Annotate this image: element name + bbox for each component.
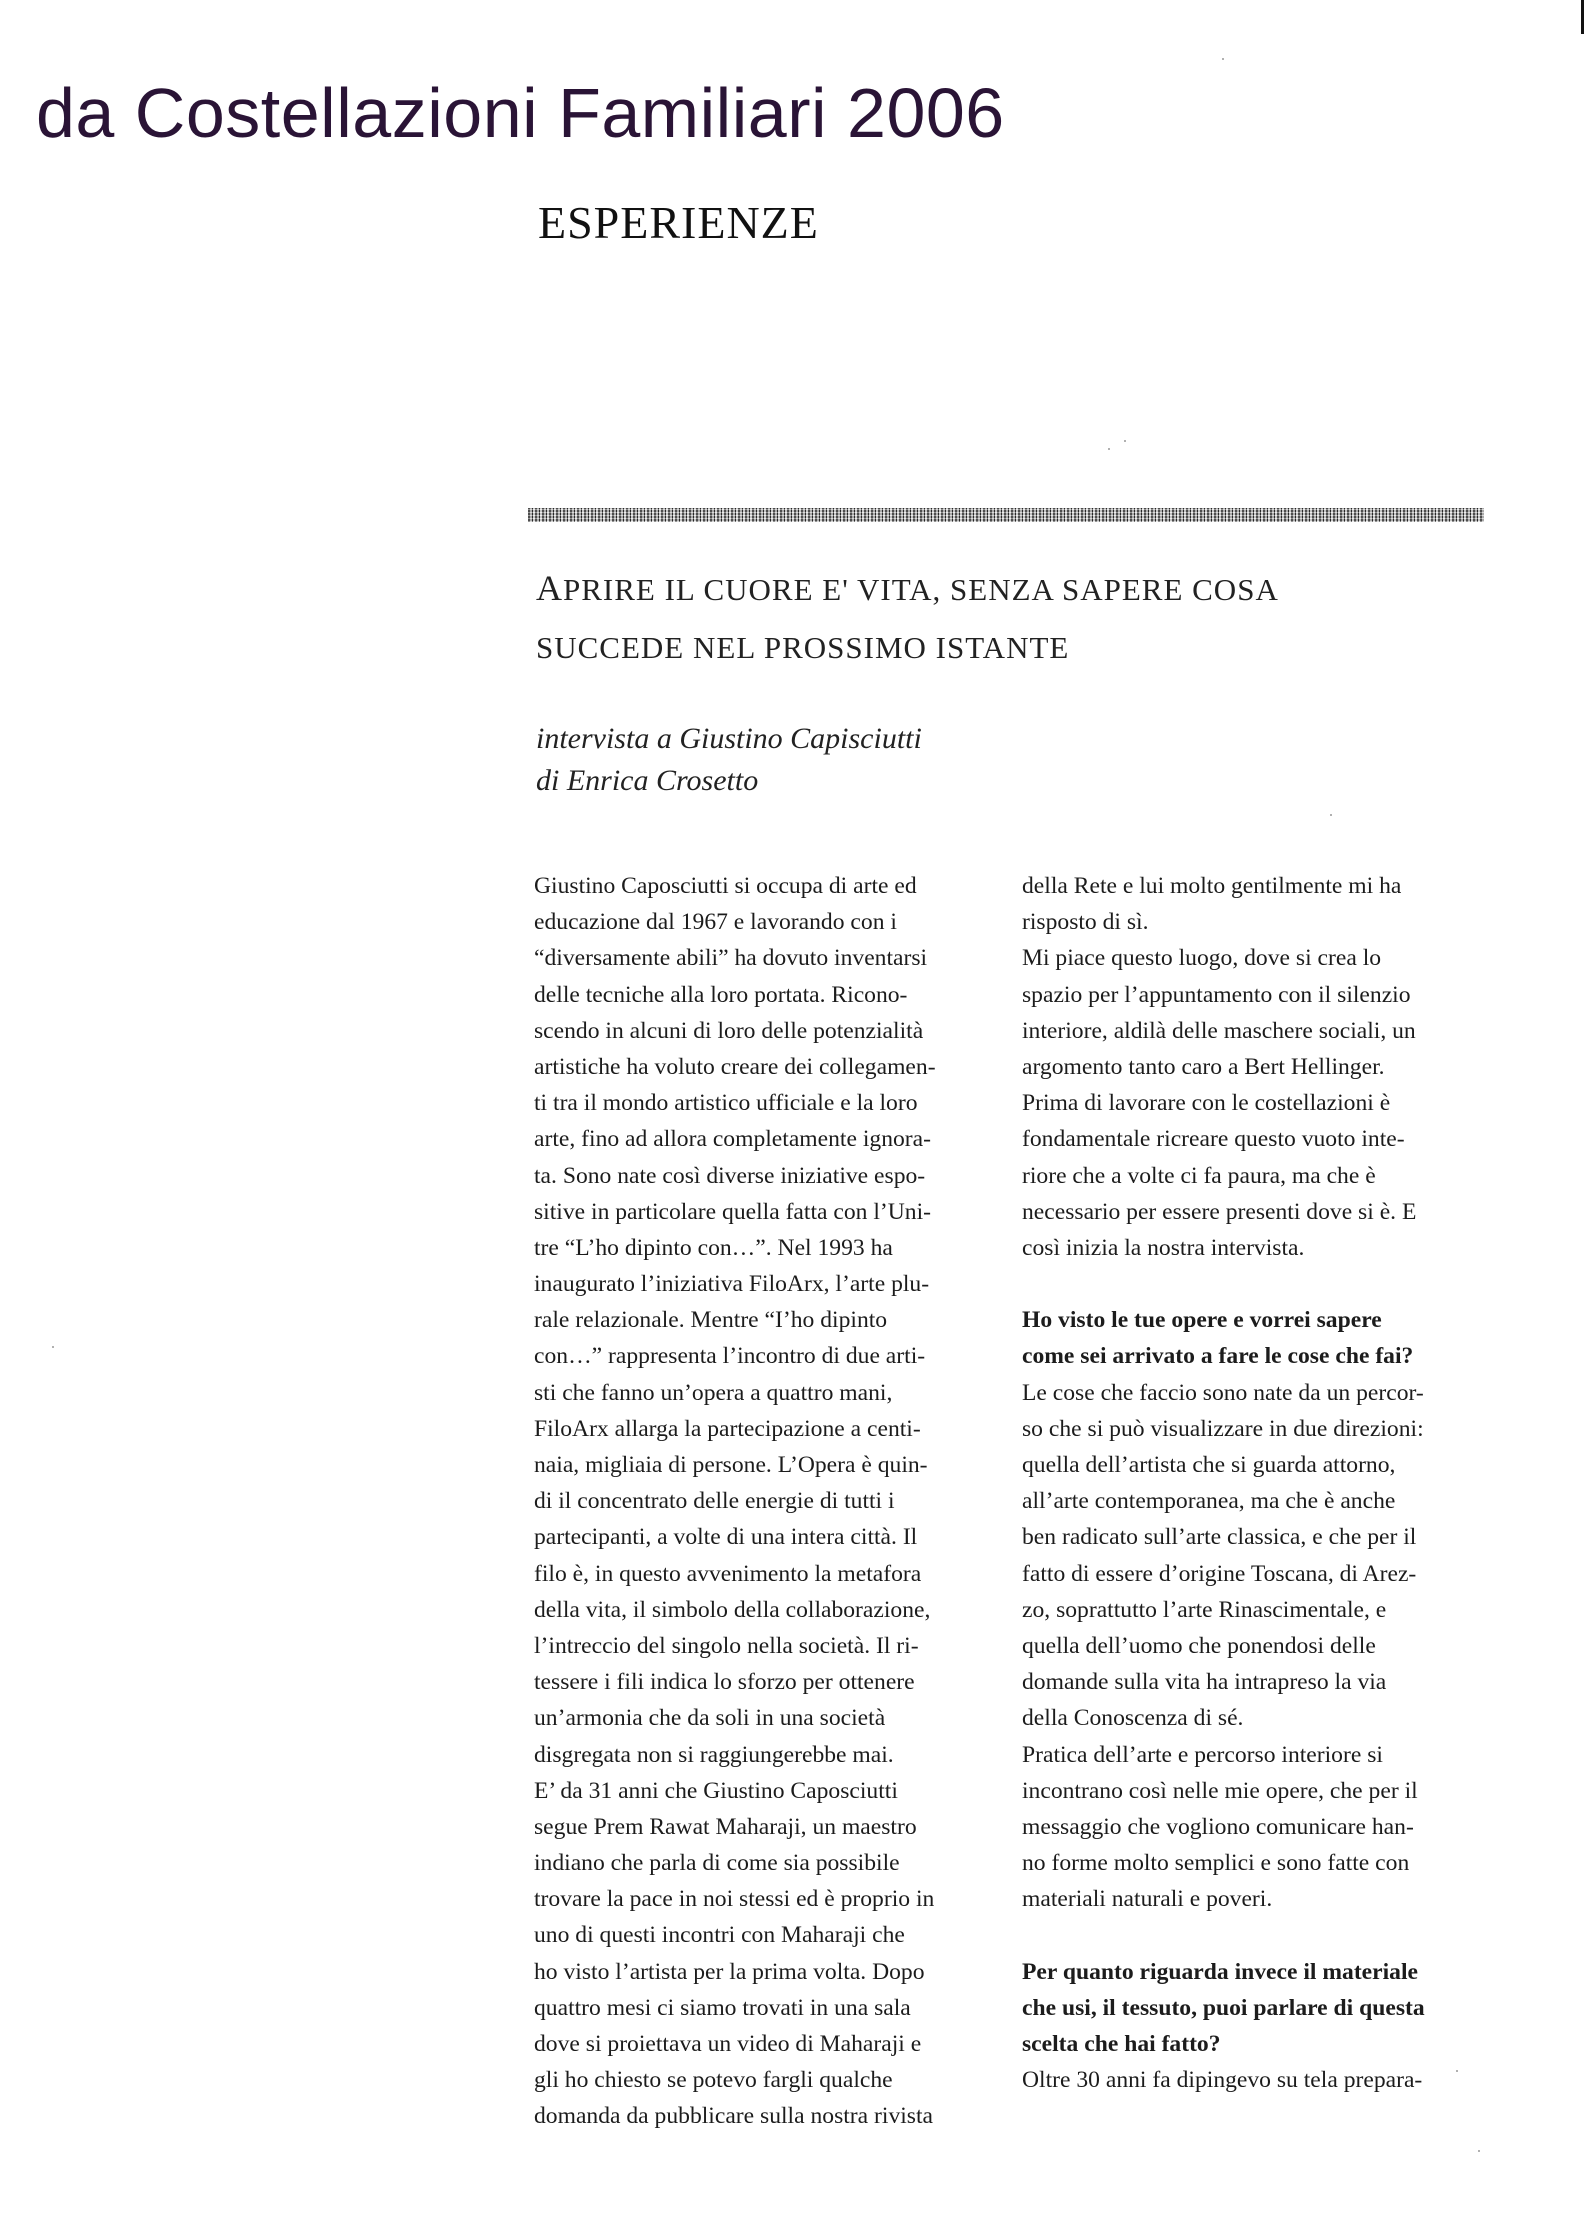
paragraph-gap: [1022, 1917, 1487, 1953]
body-text-line: FiloArx allarga la partecipazione a centi-: [534, 1415, 921, 1442]
body-text-line: no forme molto semplici e sono fatte con: [1022, 1850, 1410, 1877]
body-text-line: rale relazionale. Mentre “I’ho dipinto: [534, 1307, 888, 1334]
body-text-line: domanda da pubblicare sulla nostra rivista: [534, 2103, 934, 2130]
scan-speck: [1456, 2070, 1458, 2072]
interview-question-line: come sei arrivato a fare le cose che fai?: [1022, 1343, 1414, 1370]
body-text-line: educazione dal 1967 e lavorando con i: [534, 909, 897, 936]
body-text-line: domande sulla vita ha intrapreso la via: [1022, 1669, 1387, 1696]
body-text-line: segue Prem Rawat Maharaji, un maestro: [534, 1813, 917, 1840]
body-text-line: naia, migliaia di persone. L’Opera è quin-: [534, 1452, 928, 1478]
decorative-rule: [528, 508, 1484, 522]
body-text-line: quella dell’uomo che ponendosi delle: [1022, 1632, 1376, 1659]
body-text-line: Le cose che faccio sono nate da un percor-: [1022, 1379, 1424, 1406]
body-text-line: dove si proiettava un video di Maharaji e: [534, 2031, 922, 2057]
interview-question-line: che usi, il tessuto, puoi parlare di questa: [1022, 1994, 1425, 2021]
body-text-line: “diversamente abili” ha dovuto inventarsi: [534, 945, 928, 972]
body-text-line: della Rete e lui molto gentilmente mi ha: [1022, 873, 1402, 899]
body-text-line: messaggio che vogliono comunicare han-: [1022, 1813, 1414, 1840]
interview-question-line: Per quanto riguarda invece il materiale: [1022, 1958, 1419, 1985]
byline-interviewee: intervista a Giustino Capisciutti: [536, 722, 922, 755]
section-title: ESPERIENZE: [538, 197, 819, 248]
interview-question-line: scelta che hai fatto?: [1022, 2031, 1221, 2057]
body-text-line: filo è, in questo avvenimento la metafora: [534, 1560, 922, 1587]
body-text-line: così inizia la nostra intervista.: [1022, 1234, 1305, 1261]
body-text-line: Pratica dell’arte e percorso interiore si: [1022, 1741, 1383, 1768]
body-text-line: della Conoscenza di sé.: [1022, 1705, 1244, 1732]
body-text-line: con…” rappresenta l’incontro di due arti-: [534, 1343, 926, 1370]
left-text-column: [534, 868, 999, 2135]
body-text-line: indiano che parla di come sia possibile: [534, 1850, 900, 1877]
body-text-line: fatto di essere d’origine Toscana, di Arez-: [1022, 1560, 1417, 1587]
headline-line-2: SUCCEDE NEL PROSSIMO ISTANTE: [536, 630, 1070, 665]
body-text-line: inaugurato l’iniziativa FiloArx, l’arte plu-: [534, 1271, 930, 1298]
interview-question-line: Ho visto le tue opere e vorrei sapere: [1022, 1307, 1382, 1334]
body-text-line: risposto di sì.: [1022, 909, 1149, 936]
body-text-line: quella dell’artista che si guarda attorno,: [1022, 1452, 1396, 1478]
body-text-line: Giustino Caposciutti si occupa di arte ed: [534, 873, 917, 899]
article-headline: [536, 570, 1496, 694]
body-text-line: ben radicato sull’arte classica, e che per il: [1022, 1524, 1417, 1551]
body-text-line: l’intreccio del singolo nella società. Il ri-: [534, 1632, 919, 1659]
body-text-line: uno di questi incontri con Maharaji che: [534, 1922, 905, 1949]
body-text-line: riore che a volte ci fa paura, ma che è: [1022, 1162, 1376, 1189]
scan-speck: [1222, 58, 1224, 60]
document-source-label: da Costellazioni Familiari 2006: [36, 74, 1005, 152]
body-text-line: disgregata non si raggiungerebbe mai.: [534, 1741, 894, 1768]
body-text-line: artistiche ha voluto creare dei collegamen-: [534, 1053, 936, 1080]
body-text-line: Oltre 30 anni fa dipingevo su tela prepara-: [1022, 2067, 1423, 2094]
body-text-line: quattro mesi ci siamo trovati in una sala: [534, 1994, 911, 2021]
body-text-line: Prima di lavorare con le costellazioni è: [1022, 1090, 1391, 1117]
body-text-line: incontrano così nelle mie opere, che per il: [1022, 1777, 1418, 1804]
paragraph-gap: [1022, 1266, 1487, 1302]
body-text-line: di il concentrato delle energie di tutti i: [534, 1488, 895, 1515]
scan-speck: [1124, 440, 1126, 442]
body-text-line: all’arte contemporanea, ma che è anche: [1022, 1488, 1396, 1515]
article-byline: [536, 718, 922, 802]
body-text-line: della vita, il simbolo della collaborazione,: [534, 1596, 931, 1623]
body-text-line: fondamentale ricreare questo vuoto inte-: [1022, 1126, 1405, 1153]
body-text-line: Mi piace questo luogo, dove si crea lo: [1022, 945, 1382, 972]
body-text-line: partecipanti, a volte di una intera città. Il: [534, 1524, 918, 1551]
scan-speck: [1478, 2150, 1480, 2152]
body-text-line: ta. Sono nate così diverse iniziative espo-: [534, 1162, 926, 1189]
body-text-line: ti tra il mondo artistico ufficiale e la loro: [534, 1090, 918, 1117]
body-text-line: delle tecniche alla loro portata. Ricono-: [534, 981, 908, 1008]
body-text-line: ho visto l’artista per la prima volta. Dopo: [534, 1958, 925, 1985]
scan-speck: [52, 1346, 54, 1348]
body-text-line: sitive in particolare quella fatta con l’Uni-: [534, 1198, 932, 1225]
headline-line-1: APRIRE IL CUORE E' VITA, SENZA SAPERE COSA: [536, 568, 1279, 608]
body-text-line: materiali naturali e poveri.: [1022, 1886, 1273, 1913]
body-text-line: trovare la pace in noi stessi ed è proprio in: [534, 1886, 935, 1913]
body-text-line: necessario per essere presenti dove si è. E: [1022, 1198, 1417, 1225]
body-text-line: tre “L’ho dipinto con…”. Nel 1993 ha: [534, 1234, 893, 1261]
body-text-line: un’armonia che da soli in una società: [534, 1705, 886, 1732]
body-text-line: spazio per l’appuntamento con il silenzio: [1022, 981, 1411, 1008]
body-text-line: E’ da 31 anni che Giustino Caposciutti: [534, 1777, 898, 1804]
body-text-line: argomento tanto caro a Bert Hellinger.: [1022, 1053, 1385, 1080]
byline-author: di Enrica Crosetto: [536, 764, 759, 797]
body-text-line: scendo in alcuni di loro delle potenzialità: [534, 1017, 924, 1044]
body-text-line: tessere i fili indica lo sforzo per ottenere: [534, 1669, 915, 1696]
scan-speck: [1330, 814, 1332, 816]
right-text-column: [1022, 868, 1487, 2098]
body-text-line: arte, fino ad allora completamente ignora-: [534, 1126, 931, 1153]
body-text-line: sti che fanno un’opera a quattro mani,: [534, 1379, 893, 1406]
body-text-line: interiore, aldilà delle maschere sociali, un: [1022, 1017, 1416, 1044]
body-text-line: zo, soprattutto l’arte Rinascimentale, e: [1022, 1596, 1387, 1623]
body-text-line: so che si può visualizzare in due direzioni:: [1022, 1415, 1424, 1442]
body-text-line: gli ho chiesto se potevo fargli qualche: [534, 2067, 893, 2094]
scan-speck: [1108, 448, 1110, 450]
